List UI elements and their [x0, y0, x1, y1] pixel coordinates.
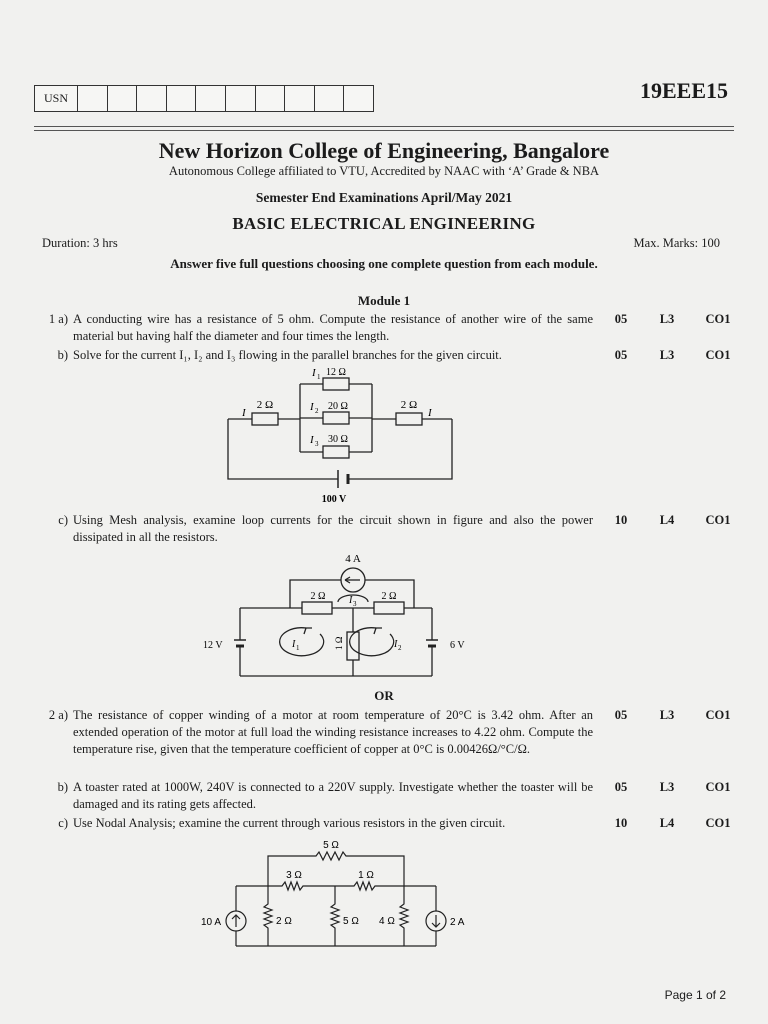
question-marks: 05 — [614, 348, 628, 362]
usn-cell — [137, 86, 167, 111]
usn-cell — [78, 86, 108, 111]
question-number: 1 a) — [48, 312, 68, 326]
question-level: L3 — [659, 312, 675, 326]
label-i-right: 2 A — [450, 917, 465, 928]
usn-cell — [315, 86, 345, 111]
label-i2: I — [310, 401, 314, 413]
usn-cell — [256, 86, 286, 111]
label-r-top: 5 Ω — [323, 840, 339, 851]
max-marks: Max. Marks: 100 — [633, 236, 720, 250]
question-marks: 05 — [614, 780, 628, 794]
question-level: L3 — [659, 348, 675, 362]
exam-title: Semester End Examinations April/May 2021 — [255, 190, 513, 205]
usn-box — [34, 85, 374, 112]
college-affiliation: Autonomous College affiliated to VTU, Accredited by NAAC with ‘A’ Grade & NBA — [168, 164, 600, 178]
label-r-c: 2 Ω — [276, 916, 292, 927]
module-title: Module 1 — [357, 293, 411, 308]
question-co: CO1 — [705, 348, 731, 362]
label-i-left: 10 A — [201, 917, 222, 928]
label-r-b: 1 Ω — [358, 870, 374, 881]
usn-cell — [196, 86, 226, 111]
usn-cell — [167, 86, 197, 111]
instructions: Answer five full questions choosing one complete question from each module. — [170, 256, 598, 271]
label-v-left: 12 V — [203, 640, 223, 651]
label-r-a: 3 Ω — [286, 870, 302, 881]
label-source: 100 V — [321, 494, 347, 505]
label-i3: I — [310, 434, 314, 446]
course-code: 19EEE15 — [639, 78, 728, 103]
label-r-right: 2 Ω — [381, 591, 397, 602]
page-number: Page 1 of 2 — [664, 988, 726, 1002]
usn-cell — [226, 86, 256, 111]
question-text: The resistance of copper winding of a motor at room temperature of 20°C is 3.42 ohm. After an extended operation of the motor at full load the winding resistance increases to 4.22 ohm. Compute the temperature rise, given that the temperature coefficient of copper at 0°C is 0.00426Ω/°C/Ω. — [73, 708, 593, 756]
question-number: b) — [57, 348, 68, 362]
label-i2-sub: 2 — [398, 644, 402, 652]
label-i3-sub: 3 — [315, 440, 319, 448]
question-level: L3 — [659, 708, 675, 722]
subject-title: BASIC ELECTRICAL ENGINEERING — [232, 214, 536, 233]
label-r1: 12 Ω — [326, 367, 346, 378]
question-text: Using Mesh analysis, examine loop currents for the circuit shown in figure and also the power dissipated in all the resistors. — [73, 513, 593, 544]
circuit-diagram-mesh — [198, 548, 474, 682]
question-text: A toaster rated at 1000W, 240V is connected to a 220V supply. Investigate whether the toaster will be damaged and its rating gets affected. — [73, 780, 593, 811]
question-marks: 05 — [614, 312, 628, 326]
question-level: L3 — [659, 780, 675, 794]
label-i: I — [428, 407, 432, 419]
circuit-diagram-nodal — [196, 836, 476, 952]
label-i3: I — [349, 595, 353, 606]
question-co: CO1 — [705, 816, 731, 830]
label-i: I — [242, 407, 246, 419]
label-r-d: 5 Ω — [343, 916, 359, 927]
label-i1-sub: 1 — [317, 373, 321, 381]
label-i3-sub: 3 — [353, 600, 357, 608]
question-text: Use Nodal Analysis; examine the current through various resistors in the given circuit. — [73, 816, 506, 830]
label-r-mid: 1 Ω — [334, 636, 344, 650]
question-co: CO1 — [705, 780, 731, 794]
label-i1: I — [292, 639, 296, 650]
label-r-right: 2 Ω — [400, 399, 418, 411]
header-rule — [34, 126, 734, 127]
question-marks: 10 — [614, 513, 628, 527]
question-marks: 10 — [614, 816, 628, 830]
usn-cell — [344, 86, 373, 111]
label-i2-sub: 2 — [315, 407, 319, 415]
label-i1-sub: 1 — [296, 644, 300, 652]
question-number: 2 a) — [48, 708, 68, 722]
question-text: A conducting wire has a resistance of 5 ohm. Compute the resistance of another wire of the same material but having half the diameter and four times the length. — [73, 312, 593, 343]
question-co: CO1 — [705, 513, 731, 527]
question-marks: 05 — [614, 708, 628, 722]
label-r-left: 2 Ω — [256, 399, 274, 411]
label-r2: 20 Ω — [328, 401, 348, 412]
header-rule — [34, 130, 734, 131]
label-r3: 30 Ω — [328, 434, 348, 445]
label-r-left: 2 Ω — [310, 591, 326, 602]
question-number: b) — [57, 780, 68, 794]
question-co: CO1 — [705, 708, 731, 722]
circuit-diagram-parallel — [220, 364, 460, 508]
question-co: CO1 — [705, 312, 731, 326]
or-separator: OR — [374, 688, 394, 703]
question-number: c) — [58, 816, 68, 830]
label-i1: I — [312, 367, 316, 379]
question-number: c) — [58, 513, 68, 527]
usn-cell — [108, 86, 138, 111]
usn-label: USN — [35, 86, 78, 111]
question-level: L4 — [659, 816, 675, 830]
usn-cell — [285, 86, 315, 111]
question-level: L4 — [659, 513, 675, 527]
college-name: New Horizon College of Engineering, Bangalore — [158, 138, 610, 163]
label-i2: I — [394, 639, 398, 650]
duration: Duration: 3 hrs — [42, 236, 118, 250]
question-text: Solve for the current I₁, I₂ and I₃ flowing in the parallel branches for the given circuit. — [73, 348, 502, 362]
label-v-right: 6 V — [450, 640, 465, 651]
label-current-source: 4 A — [345, 553, 361, 565]
label-r-e: 4 Ω — [379, 916, 395, 927]
